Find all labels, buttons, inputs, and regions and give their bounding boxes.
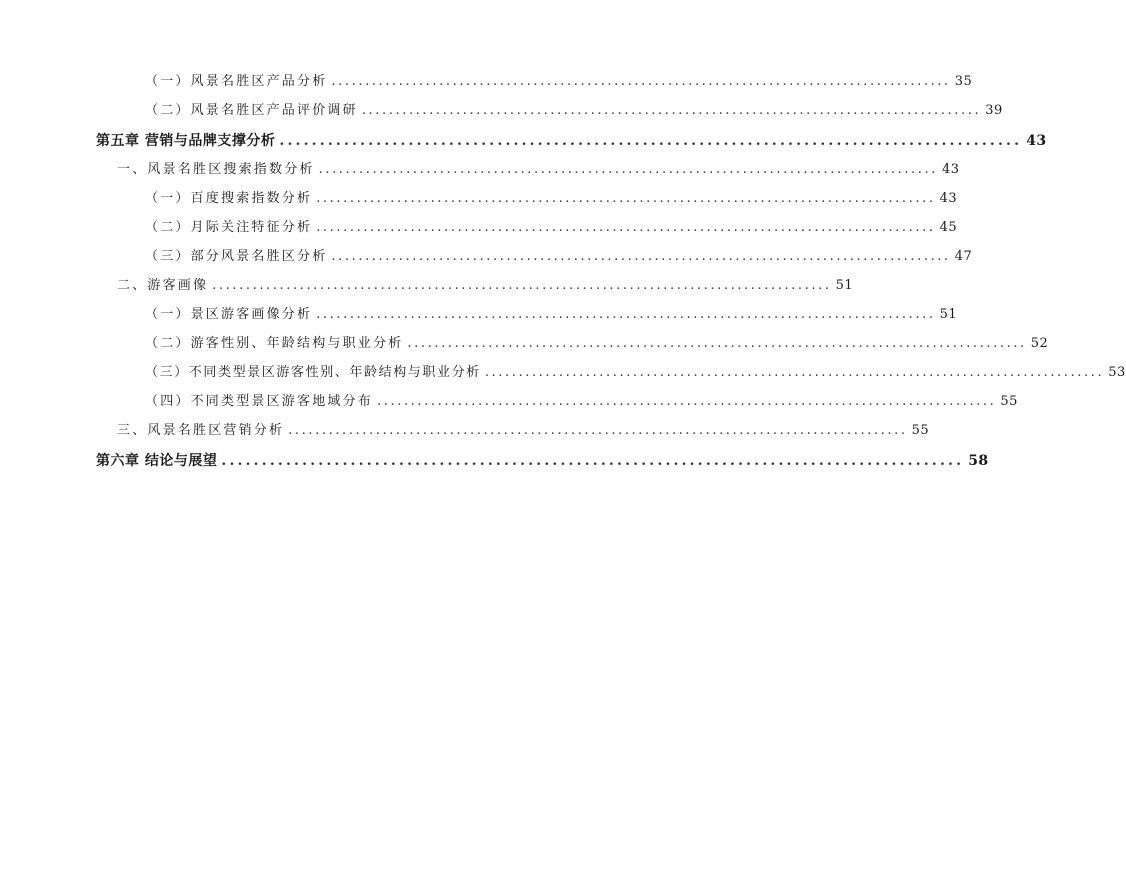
toc-leader-dots: ............................................................................................ — [361, 103, 982, 118]
toc-leader-dots: ............................................................................................ — [212, 278, 832, 293]
toc-entry-page: 45 — [939, 220, 958, 235]
toc-entry-title: （一）百度搜索指数分析 — [145, 191, 313, 206]
toc-entry-page: 55 — [1000, 394, 1018, 409]
toc-entry[interactable] — [145, 218, 958, 238]
toc-entry-title: 第五章 营销与品牌支撑分析 — [96, 133, 276, 149]
toc-leader-dots: ............................................................................................ — [288, 423, 908, 438]
toc-leader-dots: ............................................................................................ — [316, 307, 936, 322]
toc-entry-title: 三、风景名胜区营销分析 — [117, 423, 285, 438]
toc-chapter-entry[interactable] — [96, 131, 1047, 151]
toc-entry-title: （二）游客性别、年龄结构与职业分析 — [145, 336, 404, 351]
toc-entry[interactable] — [145, 392, 1018, 412]
toc-entry-title: （三）部分风景名胜区分析 — [145, 249, 328, 264]
toc-entry-page: 43 — [941, 162, 960, 177]
toc-leader-dots: ............................................................................................ — [221, 453, 965, 469]
toc-leader-dots: ............................................................................................ — [316, 220, 936, 235]
toc-entry-title: （一）景区游客画像分析 — [145, 307, 313, 322]
toc-entry[interactable] — [145, 247, 973, 267]
toc-entry[interactable] — [145, 189, 958, 209]
toc-entry[interactable] — [145, 305, 958, 325]
toc-entry[interactable] — [117, 421, 930, 441]
toc-leader-dots: ............................................................................................ — [331, 74, 951, 89]
toc-entry-page: 55 — [911, 423, 930, 438]
toc-entry[interactable] — [145, 363, 1126, 383]
toc-entry-page: 51 — [835, 278, 854, 293]
toc-entry-title: 一、风景名胜区搜索指数分析 — [117, 162, 315, 177]
toc-leader-dots: ............................................................................................ — [331, 249, 951, 264]
toc-leader-dots: ............................................................................................ — [377, 394, 997, 409]
toc-entry-page: 47 — [954, 249, 973, 264]
toc-entry-page: 39 — [985, 103, 1003, 118]
toc-entry[interactable] — [145, 72, 973, 92]
toc-chapter-entry[interactable] — [96, 451, 989, 471]
toc-entry-title: （四）不同类型景区游客地域分布 — [145, 394, 374, 409]
toc-entry-title: （三）不同类型景区游客性别、年龄结构与职业分析 — [145, 365, 481, 380]
toc-entry[interactable] — [117, 276, 854, 296]
toc-entry-page: 43 — [1026, 133, 1047, 149]
toc-entry-page: 43 — [939, 191, 958, 206]
toc-entry-page: 53 — [1108, 365, 1126, 380]
toc-entry-title: （二）风景名胜区产品评价调研 — [145, 103, 358, 118]
toc-leader-dots: ............................................................................................ — [484, 365, 1105, 380]
toc-entry[interactable] — [117, 160, 960, 180]
toc-entry-page: 51 — [939, 307, 958, 322]
toc-leader-dots: ............................................................................................ — [279, 133, 1023, 149]
toc-entry-page: 35 — [954, 74, 973, 89]
toc-leader-dots: ............................................................................................ — [407, 336, 1027, 351]
toc-entry[interactable] — [145, 334, 1049, 354]
toc-entry[interactable] — [145, 101, 1003, 121]
toc-entry-title: 二、游客画像 — [117, 278, 209, 293]
toc-entry-page: 58 — [968, 453, 989, 469]
toc-entry-title: （一）风景名胜区产品分析 — [145, 74, 328, 89]
toc-leader-dots: ............................................................................................ — [316, 191, 936, 206]
toc-entry-page: 52 — [1030, 336, 1049, 351]
toc-leader-dots: ............................................................................................ — [318, 162, 938, 177]
toc-entry-title: （二）月际关注特征分析 — [145, 220, 313, 235]
toc-entry-title: 第六章 结论与展望 — [96, 453, 218, 469]
